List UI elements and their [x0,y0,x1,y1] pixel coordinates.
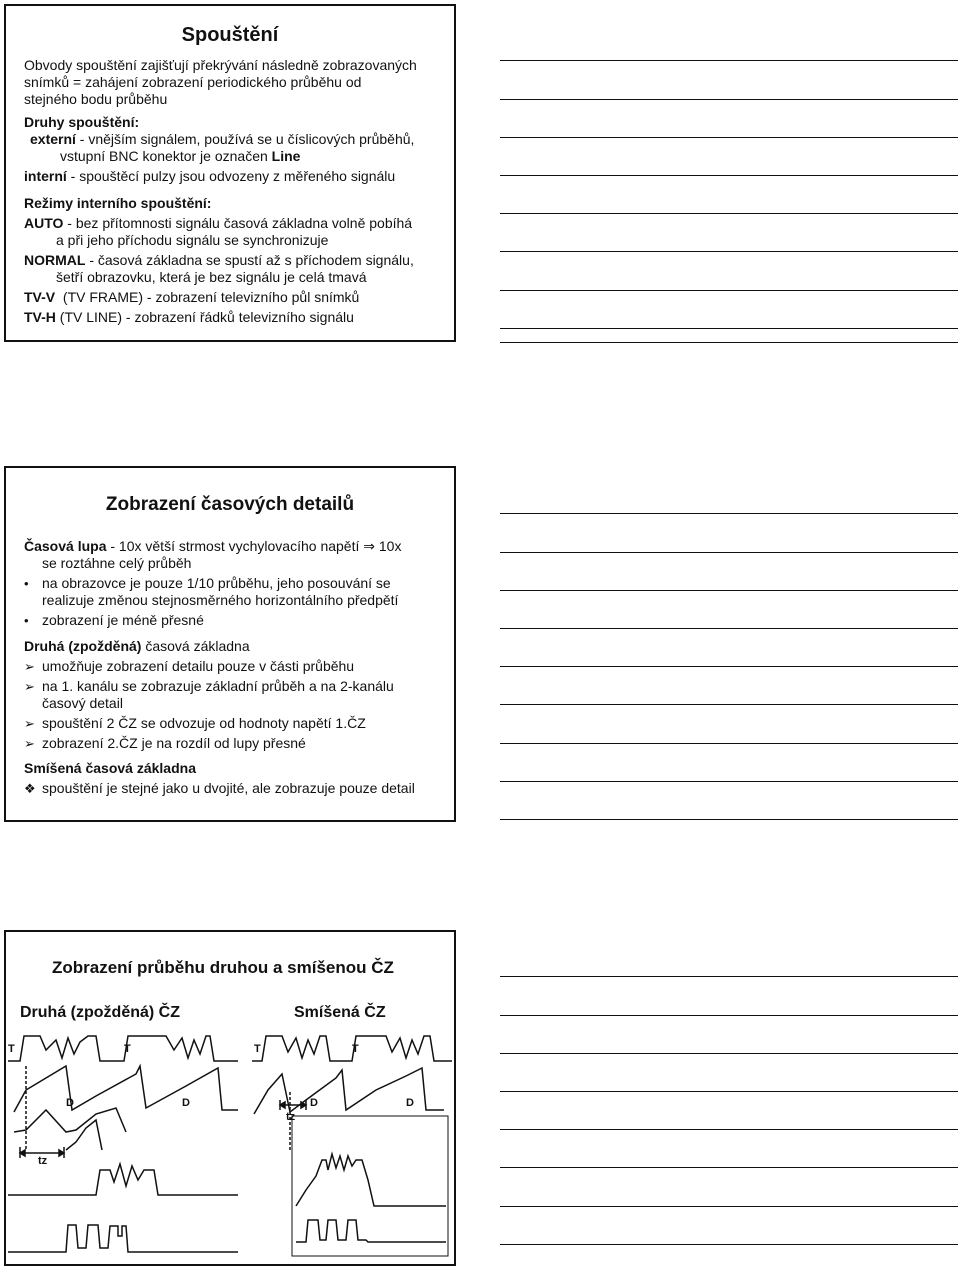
list-item-text: na 1. kanálu se zobrazuje základní průběh a na 2-kanálu [42,678,394,694]
mixed-output-right [292,1116,448,1256]
list-item-text: spouštění je stejné jako u dvojité, ale zobrazuje pouze detail [42,780,415,796]
label-T-2: T [124,1043,131,1055]
tvh-term: TV-H [24,309,56,325]
note-line [500,1015,958,1016]
list-item [24,575,440,609]
auto-item [24,215,440,232]
label-T-3: T [254,1043,261,1055]
slide-body [6,538,454,797]
arrow-bullet-icon: ➢ [24,679,35,694]
time-lupa-cont: se roztáhne celý průběh [42,555,192,571]
trigger-signal-left [8,1036,238,1061]
list-item [24,735,440,752]
label-D-3: D [310,1097,318,1109]
list-item-text: zobrazení je méně přesné [42,612,204,628]
label-tz-right: tz [286,1111,296,1123]
time-lupa-item [24,538,440,555]
list-item-text: spouštění 2 ČZ se odvozuje od hodnoty napětí 1.ČZ [42,715,366,731]
note-line [500,137,958,138]
delayed-text: časová základna [141,638,250,654]
note-line [500,1244,958,1245]
list-item-text-cont: časový detail [42,695,123,711]
note-line [500,1167,958,1168]
external-term: externí [30,131,76,147]
delayed-output-left [8,1164,238,1252]
external-item-cont [24,148,440,165]
trigger-types-heading: Druhy spouštění: [24,114,140,130]
note-line [500,590,958,591]
list-item-text: zobrazení 2.ČZ je na rozdíl od lupy přesné [42,735,306,751]
sawtooth-main-right [254,1068,444,1150]
note-line [500,781,958,782]
delayed-timebase-heading [24,638,440,655]
sawtooth-main-left [14,1066,238,1150]
arrow-bullet-icon: ➢ [24,736,35,751]
normal-text: - časová základna se spustí až s příchodem signálu, [85,252,414,268]
list-item [24,780,440,797]
slide-timebase-display [4,930,456,1266]
slide-title: Zobrazení průběhu druhou a smíšenou ČZ [52,958,394,977]
intro-line-2: snímků = zahájení zobrazení periodického průběhu od [24,74,362,90]
slide-triggering [4,4,456,342]
list-item [24,658,440,675]
external-item [24,131,440,148]
note-line [500,251,958,252]
internal-item [24,168,440,185]
intro-line-3: stejného bodu průběhu [24,91,168,107]
internal-term: interní [24,168,67,184]
tvh-text: (TV LINE) - zobrazení řádků televizního signálu [55,309,354,325]
auto-text: - bez přítomnosti signálu časová základna volně pobíhá [63,215,413,231]
auto-item-cont: a při jeho příchodu signálu se synchronizuje [56,232,329,248]
tvv-item [24,289,440,306]
internal-text: - spouštěcí pulzy jsou odvozeny z měřeného signálu [66,168,396,184]
mixed-timebase-subheading: Smíšená ČZ [294,1004,386,1021]
normal-term: NORMAL [24,252,86,268]
tvv-text: (TV FRAME) - zobrazení televizního půl snímků [55,289,360,305]
list-item-text: umožňuje zobrazení detailu pouze v části průběhu [42,658,355,674]
note-line [500,743,958,744]
timing-diagram [6,1030,454,1264]
list-item-text-cont: realizuje změnou stejnosměrného horizontálního předpětí [42,592,399,608]
intro-line-1: Obvody spouštění zajišťují překrývání následně zobrazovaných [24,57,417,73]
normal-item [24,252,440,269]
diamond-bullet-icon: ❖ [24,781,36,796]
time-lupa-text: - 10x větší strmost vychylovacího napětí [106,538,364,554]
list-item-text: na obrazovce je pouze 1/10 průběhu, jeho posouvání se [42,575,391,591]
slide-body [6,57,454,326]
slide-title: Zobrazení časových detailů [105,494,355,515]
bullet-icon: • [24,613,29,628]
note-line [500,552,958,553]
arrow-bullet-icon: ➢ [24,716,35,731]
normal-item-cont: šetří obrazovku, která je bez signálu je celá tmavá [56,269,367,285]
time-lupa-term: Časová lupa [24,538,107,554]
tvh-item [24,309,440,326]
note-line [500,99,958,100]
note-line [500,628,958,629]
sawtooth-delayed-left [14,1108,126,1150]
arrow-bullet-icon: ➢ [24,659,35,674]
note-line [500,1129,958,1130]
note-line [500,290,958,291]
bullet-icon: • [24,576,29,591]
internal-modes-heading: Režimy interního spouštění: [24,195,212,211]
tz-marker-right [280,1100,306,1110]
list-item [24,612,440,629]
label-T-1: T [8,1043,15,1055]
note-line [500,1053,958,1054]
implies-arrow-icon: ⇒ [363,538,375,554]
note-line [500,1206,958,1207]
note-line [500,704,958,705]
list-item [24,715,440,732]
note-line [500,213,958,214]
external-cont-text: vstupní BNC konektor je označen [60,148,272,164]
line-connector-label: Line [271,148,301,164]
time-lupa-text-b: 10x [375,538,402,554]
delayed-timebase-subheading: Druhá (zpožděná) ČZ [20,1004,180,1021]
note-line [500,976,958,977]
note-line [500,819,958,820]
label-T-4: T [352,1043,359,1055]
note-line [500,328,958,329]
list-item [24,678,440,712]
note-line [500,666,958,667]
delayed-term: Druhá (zpožděná) [24,638,142,654]
mixed-timebase-heading: Smíšená časová základna [24,760,196,776]
slide-time-details [4,466,456,822]
tvv-term: TV-V [24,289,56,305]
note-line [500,513,958,514]
note-line [500,342,958,343]
label-D-2: D [182,1097,190,1109]
label-D-4: D [406,1097,414,1109]
label-tz-left: tz [38,1155,48,1167]
label-D-1: D [66,1097,74,1109]
slide-title: Spouštění [181,24,279,46]
note-line [500,175,958,176]
auto-term: AUTO [24,215,64,231]
note-line [500,60,958,61]
external-text: - vnějším signálem, používá se u číslicových průběhů, [75,131,415,147]
note-line [500,1091,958,1092]
